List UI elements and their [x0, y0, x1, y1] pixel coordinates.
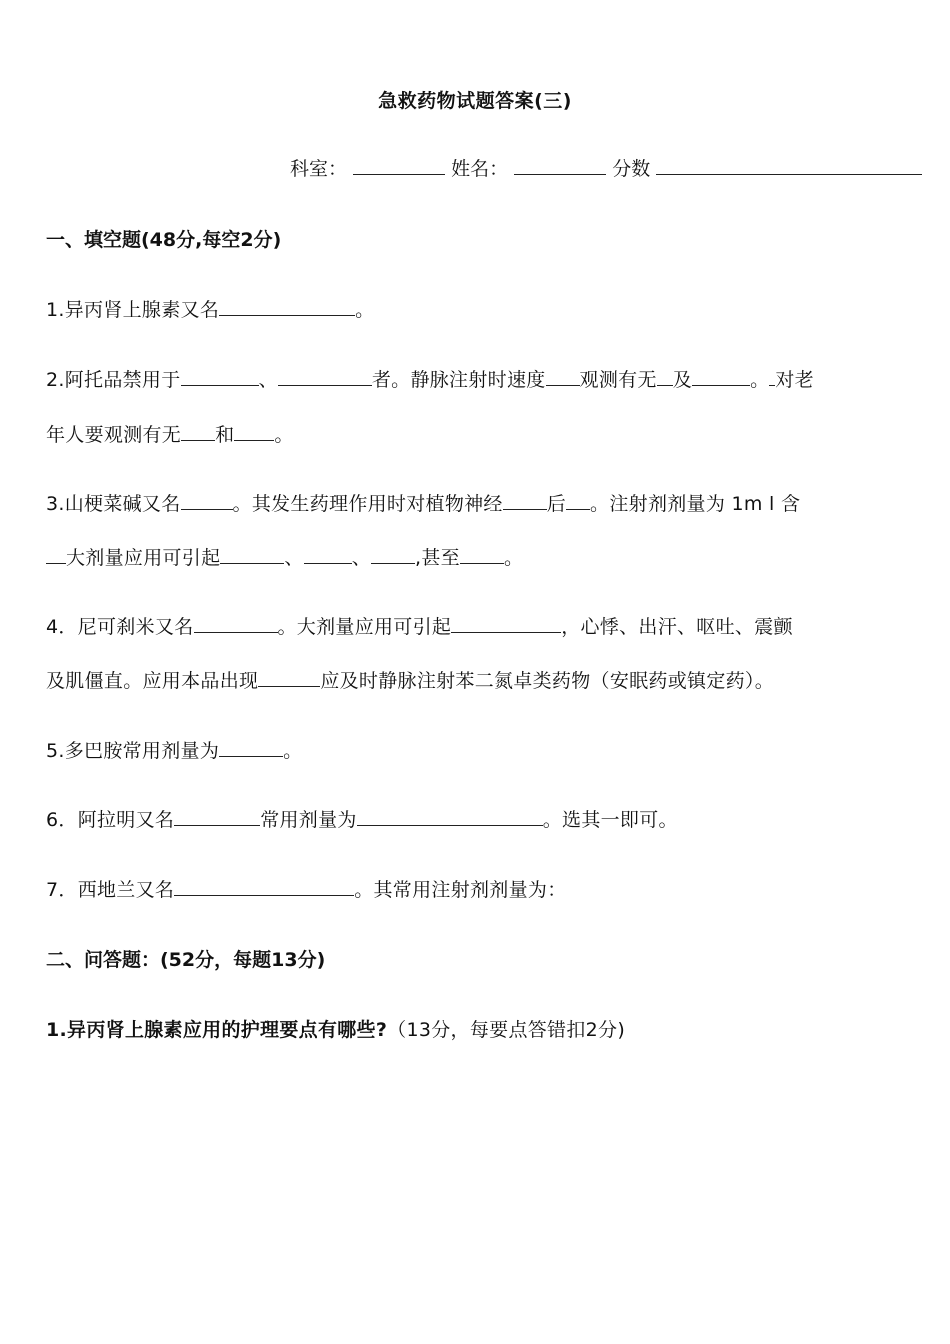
- q3-blank-3: [566, 491, 590, 510]
- q1-text: 1.异丙肾上腺素又名: [46, 299, 220, 321]
- q3-blank-4: [46, 545, 66, 564]
- name-label: 姓名：: [451, 158, 509, 180]
- q3-blank-2: [503, 491, 547, 510]
- question-2-line1: [46, 365, 814, 392]
- q5-text-a: 5.多巴胺常用剂量为: [46, 740, 220, 762]
- exam-header: [290, 154, 922, 181]
- q6-text-c: 。选其一即可。: [542, 809, 678, 831]
- q2-text-i: 和: [215, 424, 235, 446]
- q2-text-f: 。: [750, 369, 770, 391]
- q3-text-g: 、: [351, 547, 372, 569]
- question-6: [46, 805, 678, 832]
- q3-text-d: 。注射剂剂量为 1m l 含: [590, 493, 801, 515]
- name-blank: [514, 156, 606, 175]
- q1-end: 。: [355, 299, 375, 321]
- q4-text-e: 应及时静脉注射苯二氮卓类药物（安眠药或镇定药）。: [320, 670, 775, 692]
- question-5: [46, 736, 302, 763]
- q7-text-a: 7．西地兰又名: [46, 879, 175, 901]
- q2-text-c: 者。静脉注射时速度: [371, 369, 546, 391]
- q3-text-b: 。其发生药理作用时对植物神经: [232, 493, 503, 515]
- q2-blank-4: [657, 367, 673, 386]
- q4-text-c: ，心悸、出汗、呕吐、震颤: [561, 616, 793, 638]
- score-blank: [656, 156, 922, 175]
- q5-blank: [219, 738, 283, 757]
- q2-blank-1: [181, 367, 259, 386]
- q3-text-a: 3.山梗菜碱又名: [46, 493, 181, 515]
- q3-text-e: 大剂量应用可引起: [66, 547, 221, 569]
- q3-text-h: ,甚至: [415, 547, 460, 569]
- question-4-line1: [46, 612, 793, 639]
- score-label: 分数: [612, 158, 651, 180]
- q4-blank-2: [451, 614, 561, 633]
- essay-question-1: [46, 1015, 625, 1042]
- q4-text-d: 及肌僵直。应用本品出现: [46, 670, 259, 692]
- q6-blank-2: [357, 807, 543, 826]
- q3-blank-6: [304, 545, 352, 564]
- q2-text-e: 及: [672, 369, 693, 391]
- q3-blank-5: [220, 545, 284, 564]
- q2-blank-2: [278, 367, 372, 386]
- q3-blank-7: [371, 545, 415, 564]
- q4-blank-3: [258, 668, 320, 687]
- q6-text-a: 6．阿拉明又名: [46, 809, 175, 831]
- q4-text-a: 4．尼可刹米又名: [46, 616, 194, 638]
- question-7: [46, 875, 567, 902]
- q2-blank-8: [234, 422, 274, 441]
- q2-text-h: 年人要观测有无: [46, 424, 182, 446]
- q3-blank-1: [181, 491, 233, 510]
- q2-text-b: 、: [258, 369, 278, 391]
- q2-text-j: 。: [274, 424, 294, 446]
- q6-text-b: 常用剂量为: [260, 809, 357, 831]
- q3-blank-8: [460, 545, 504, 564]
- q1-blank: [219, 297, 355, 316]
- q7-blank: [174, 877, 354, 896]
- q3-text-f: 、: [284, 547, 304, 569]
- q6-blank-1: [174, 807, 260, 826]
- section1-heading: 一、填空题(48分,每空2分): [46, 229, 282, 251]
- question-3-line1: [46, 489, 800, 516]
- q2-blank-3: [546, 367, 580, 386]
- q5-text-b: 。: [283, 740, 303, 762]
- q2-text-g: 对老: [775, 369, 814, 391]
- page-title: 急救药物试题答案(三): [378, 90, 572, 112]
- q2-text-d: 观测有无: [579, 369, 657, 391]
- essay-q1-text: 1.异丙肾上腺素应用的护理要点有哪些?: [46, 1019, 388, 1041]
- question-2-line2: [46, 420, 294, 447]
- q2-blank-7: [181, 422, 215, 441]
- section2-heading: 二、问答题：(52分，每题13分): [46, 949, 326, 971]
- q2-text-a: 2.阿托品禁用于: [46, 369, 181, 391]
- dept-blank: [353, 156, 445, 175]
- dept-label: 科室：: [290, 158, 348, 180]
- q3-text-c: 后: [546, 493, 567, 515]
- question-4-line2: [46, 666, 774, 693]
- q4-text-b: 。大剂量应用可引起: [277, 616, 452, 638]
- q4-blank-1: [194, 614, 278, 633]
- q2-blank-5: [692, 367, 750, 386]
- q7-text-b: 。其常用注射剂剂量为：: [354, 879, 567, 901]
- question-1: [46, 295, 374, 322]
- essay-q1-note: （13分，每要点答错扣2分): [387, 1019, 626, 1041]
- q3-text-i: 。: [503, 547, 524, 569]
- question-3-line2: [46, 543, 523, 570]
